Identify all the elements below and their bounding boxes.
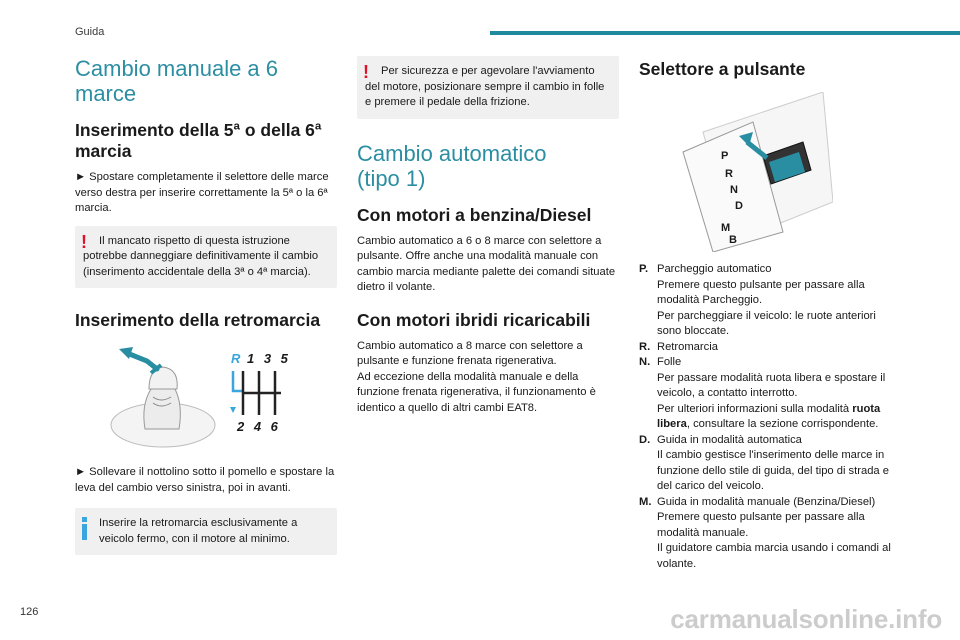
definition-d: D. Guida in modalità automatica Il cambio gestisce l'inserimento delle marce in funzione dello stile di guida, del tipo di strada e del carico del veicolo. — [639, 433, 889, 492]
warning-note-1 — [75, 226, 337, 289]
gear-top-numbers: 1 3 5 — [247, 351, 288, 366]
info-icon — [82, 517, 87, 540]
column-1 — [75, 56, 337, 555]
section-title-automatic: Cambio automatico (tipo 1) — [357, 140, 547, 191]
reverse-letter: R — [231, 351, 241, 366]
page-number: 126 — [20, 606, 39, 618]
gear-pattern-icon — [229, 369, 299, 419]
definition-m: M. Guida in modalità manuale (Benzina/Diesel) Premere questo pulsante per passare alla modalità manuale. Il guidatore cambia marcia usando i comandi al volante. — [639, 495, 891, 570]
warning-note-2 — [357, 56, 619, 119]
info-note-1 — [75, 508, 337, 555]
warning-text-2: Per sicurezza e per agevolare l'avviamento del motore, posizionare sempre il cambio in folle e premere il pedale della frizione. — [365, 65, 605, 108]
push-selector-icon — [673, 92, 833, 252]
warning-icon: ! — [363, 62, 369, 82]
definition-r: R. Retromarcia — [639, 340, 718, 353]
paragraph-petrol-diesel: Cambio automatico a 6 o 8 marce con selettore a pulsante. Offre anche una modalità manuale con cambio marcia mediante palette dei comandi situate dietro il volante. — [357, 234, 616, 293]
paragraph-hybrid-2: Ad eccezione della modalità manuale e della funzione frenata rigenerativa, il funzionamento è identico a quello di altri cambi EAT8. — [357, 370, 596, 414]
warning-icon: ! — [81, 231, 87, 252]
paragraph-fifth-gear: ► Spostare completamente il selettore delle marce verso destra per inserire correttamente la 5ª o la 6ª marcia. — [75, 171, 329, 214]
heading-petrol-diesel: Con motori a benzina/Diesel — [357, 204, 592, 225]
column-2 — [357, 56, 619, 416]
definition-n: N. Folle Per passare modalità ruota libera e spostare il veicolo, a contatto interrotto. Per ulteriori informazioni sulla modalità ruota libera, consultare la sezione corrispondente. — [639, 356, 886, 430]
selector-letter-p: P — [721, 150, 729, 162]
selector-letter-b: B — [729, 234, 737, 246]
watermark: carmanualsonline.info — [670, 604, 942, 634]
info-text-1: Inserire la retromarcia esclusivamente a veicolo fermo, con il motore al minimo. — [99, 517, 298, 545]
selector-letter-r: R — [725, 168, 733, 180]
push-selector-illustration — [673, 92, 833, 252]
heading-push-selector: Selettore a pulsante — [639, 59, 806, 79]
definition-p: P. Parcheggio automatico Premere questo pulsante per passare alla modalità Parcheggio. Per parcheggiare il veicolo: le ruote anteriori sono bloccate. — [639, 263, 876, 337]
selector-definitions — [639, 262, 901, 572]
column-3 — [639, 56, 901, 572]
heading-reverse: Inserimento della retromarcia — [75, 310, 321, 330]
paragraph-hybrid-1: Cambio automatico a 8 marce con selettore a pulsante e funzione frenata rigenerativa. — [357, 339, 583, 367]
selector-letter-d: D — [735, 200, 743, 212]
paragraph-reverse: ► Sollevare il nottolino sotto il pomello e spostare la leva del cambio verso sinistra, poi in avanti. — [75, 466, 335, 494]
running-header: Guida — [75, 26, 105, 38]
heading-hybrid: Con motori ibridi ricaricabili — [357, 309, 591, 330]
heading-fifth-gear: Inserimento della 5ª o della 6ª marcia — [75, 120, 322, 161]
selector-letter-m: M — [721, 222, 731, 234]
warning-text-1: Il mancato rispetto di questa istruzione potrebbe danneggiare definitivamente il cambio (inserimento accidentale della 3ª o 4ª marcia). — [83, 234, 319, 278]
reverse-gear-illustration — [105, 345, 305, 455]
header-accent-bar — [490, 31, 960, 35]
selector-letter-n: N — [730, 184, 738, 196]
section-title-manual: Cambio manuale a 6 marce — [75, 56, 279, 106]
gear-bottom-numbers: 2 4 6 — [237, 419, 278, 434]
